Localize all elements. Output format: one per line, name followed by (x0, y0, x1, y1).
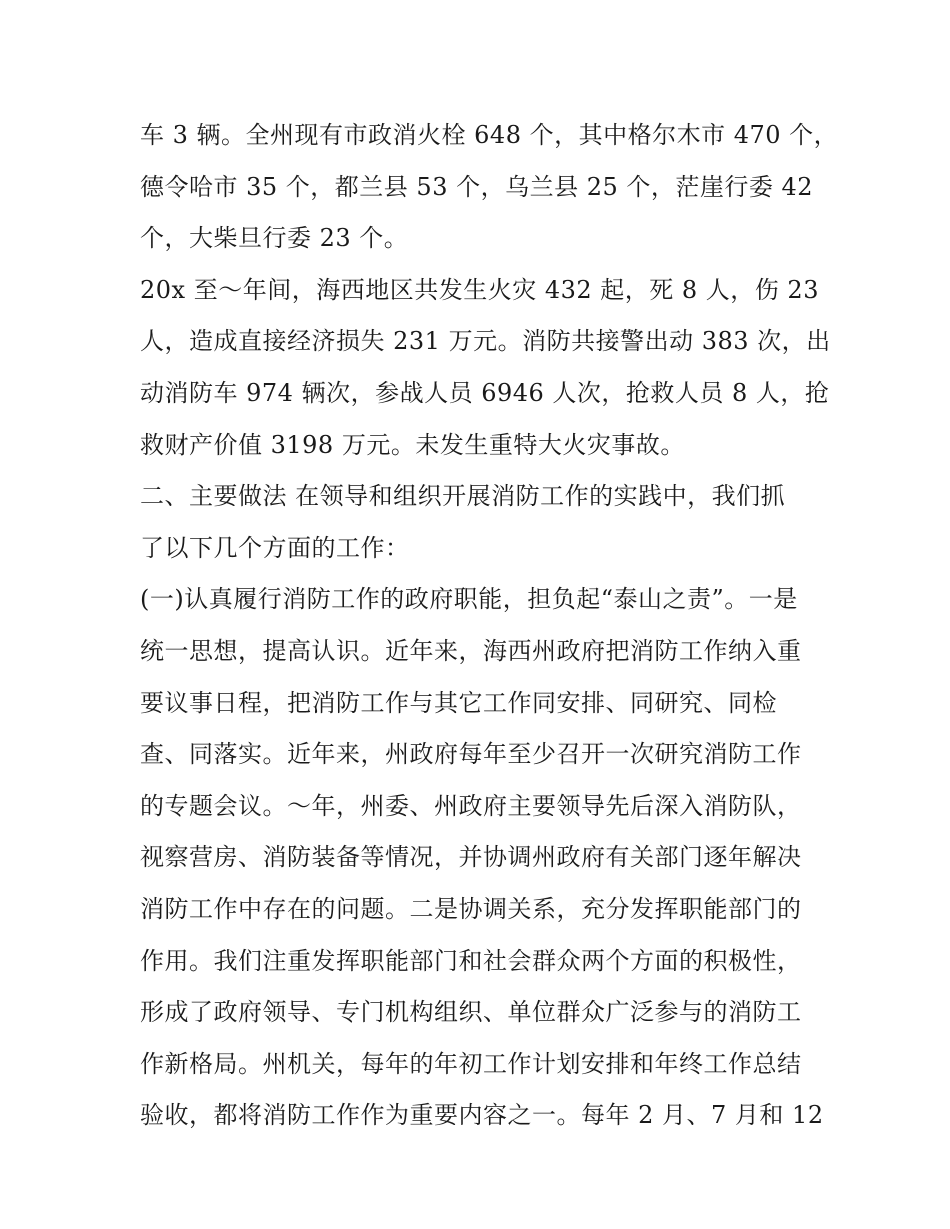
text-line: 统一思想，提高认识。近年来，海西州政府把消防工作纳入重 (140, 636, 802, 665)
text-line: 个，大柴旦行委 23 个。 (140, 224, 409, 253)
text-line: 的专题会议。～年，州委、州政府主要领导先后深入消防队， (140, 791, 802, 820)
text-line: 视察营房、消防装备等情况，并协调州政府有关部门逐年解决 (140, 843, 802, 872)
text-line: 验收，都将消防工作作为重要内容之一。每年 2 月、7 月和 12 (140, 1101, 824, 1130)
text-line: 形成了政府领导、专门机构组织、单位群众广泛参与的消防工 (140, 998, 802, 1027)
text-line: 作新格局。州机关，每年的年初工作计划安排和年终工作总结 (140, 1049, 802, 1078)
text-line: 动消防车 974 辆次，参战人员 6946 人次，抢救人员 8 人，抢 (140, 378, 830, 407)
document-body (140, 110, 839, 1142)
text-line: 德令哈市 35 个，都兰县 53 个，乌兰县 25 个，茫崖行委 42 (140, 172, 814, 201)
text-line: 消防工作中存在的问题。二是协调关系，充分发挥职能部门的 (140, 894, 802, 923)
text-line: 人，造成直接经济损失 231 万元。消防共接警出动 383 次，出 (140, 327, 831, 356)
text-line: 要议事日程，把消防工作与其它工作同安排、同研究、同检 (140, 688, 777, 717)
text-line: 二、主要做法 在领导和组织开展消防工作的实践中，我们抓 (140, 482, 786, 511)
text-line: 车 3 辆。全州现有市政消火栓 648 个，其中格尔木市 470 个， (140, 121, 839, 149)
text-line: 救财产价值 3198 万元。未发生重特大火灾事故。 (140, 430, 685, 459)
text-line: 20x 至～年间，海西地区共发生火灾 432 起，死 8 人，伤 23 (140, 275, 819, 304)
text-line: 查、同落实。近年来，州政府每年至少召开一次研究消防工作 (140, 740, 802, 769)
text-line: 作用。我们注重发挥职能部门和社会群众两个方面的积极性， (140, 946, 802, 975)
text-line: (一)认真履行消防工作的政府职能，担负起“泰山之责”。一是 (140, 585, 798, 614)
text-line: 了以下几个方面的工作： (140, 533, 410, 562)
